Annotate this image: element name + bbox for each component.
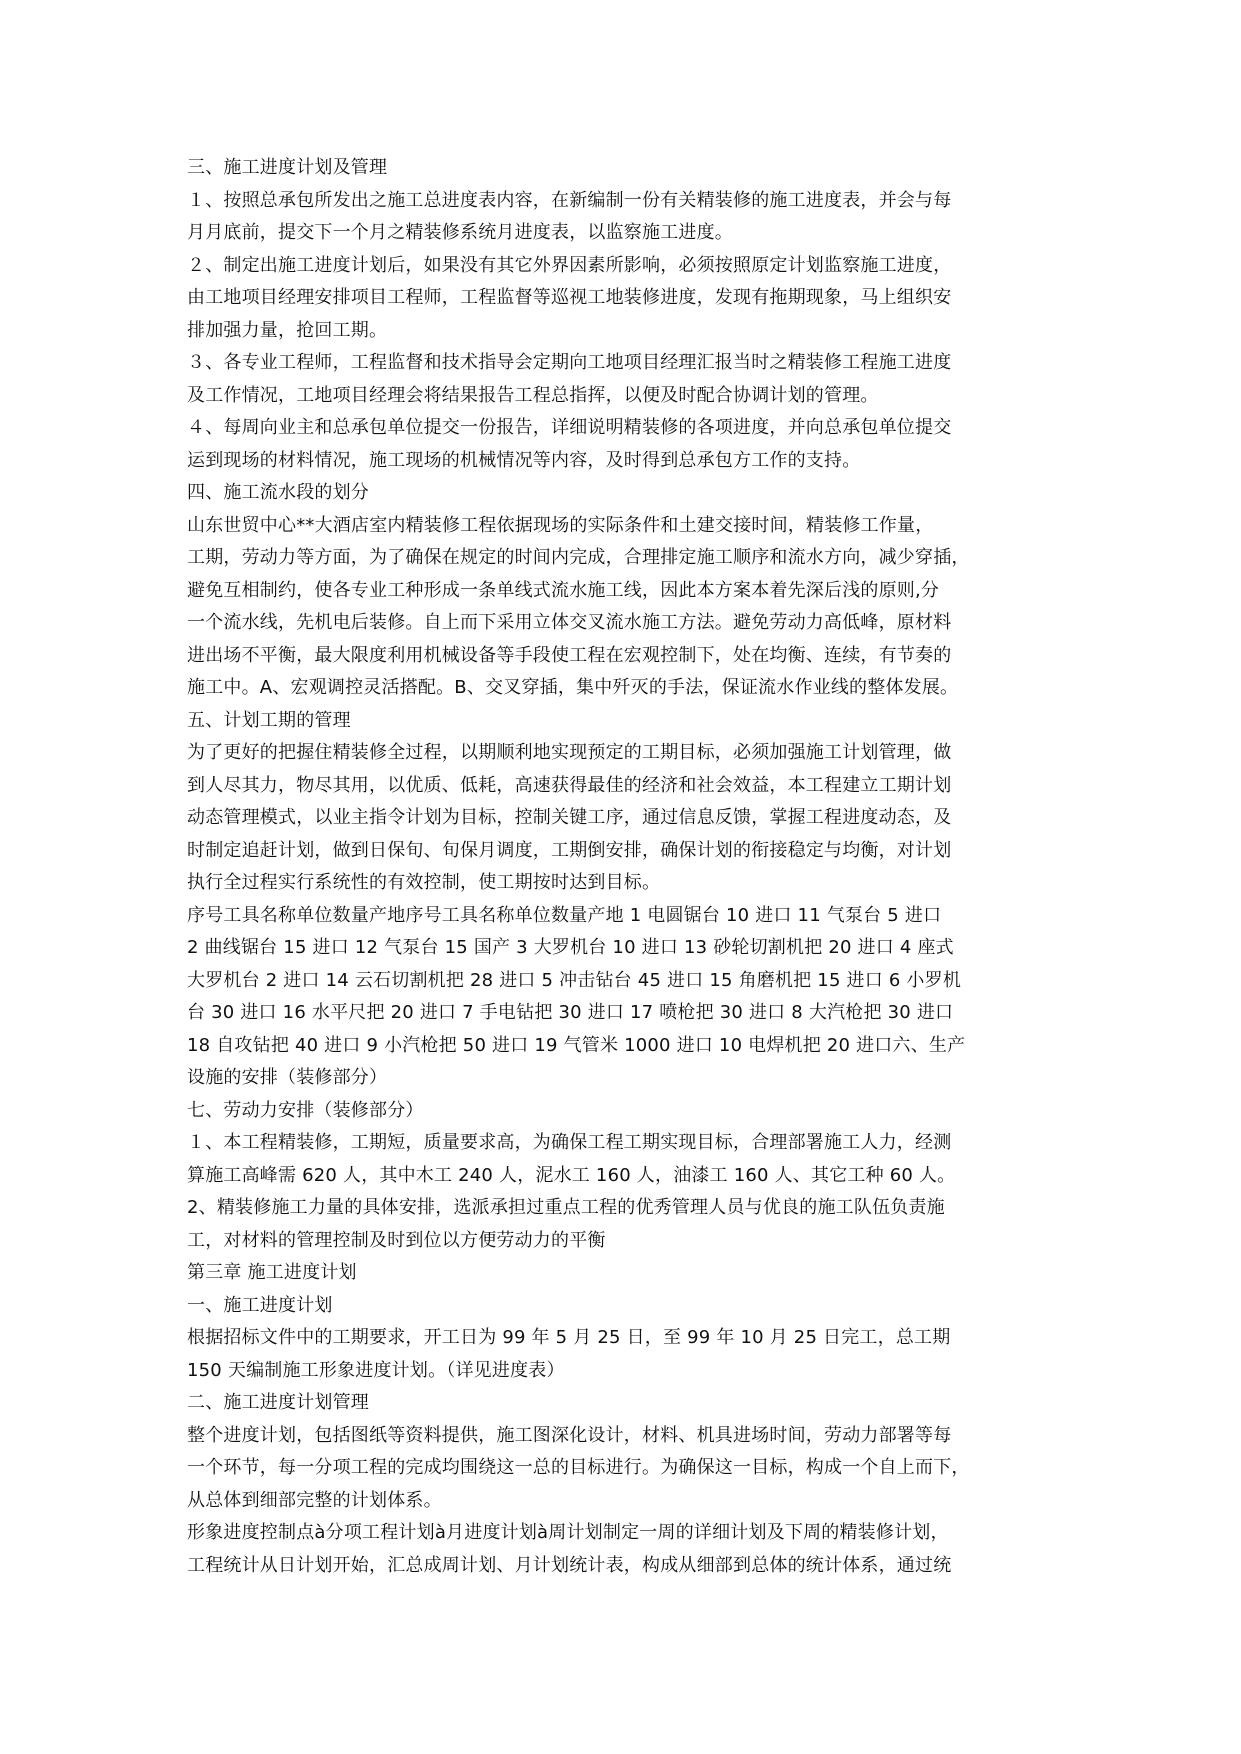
text-line: 第三章 施工进度计划 xyxy=(187,1262,357,1283)
text-line: 时制定追赶计划，做到日保旬、旬保月调度，工期倒安排，确保计划的衔接稳定与均衡，对计划 xyxy=(187,839,952,861)
text-line: 18 自攻钻把 40 进口 9 小汽枪把 50 进口 19 气管米 1000 进口 10 电焊机把 20 进口六、生产 xyxy=(187,1034,966,1056)
text-line: 2、精装修施工力量的具体安排，选派承担过重点工程的优秀管理人员与优良的施工队伍负责施 xyxy=(187,1197,945,1218)
text-line: 大罗机台 2 进口 14 云石切割机把 28 进口 5 冲击钻台 45 进口 15 角磨机把 15 进口 6 小罗机 xyxy=(187,969,962,991)
text-line: 台 30 进口 16 水平尺把 20 进口 7 手电钻把 30 进口 17 喷枪把 30 进口 8 大汽枪把 30 进口 xyxy=(187,1002,954,1023)
text-line: 四、施工流水段的划分 xyxy=(187,482,369,503)
text-line: 2 曲线锯台 15 进口 12 气泵台 15 国产 3 大罗机台 10 进口 13 砂轮切割机把 20 进口 4 座式 xyxy=(187,937,954,958)
text-line: 二、施工进度计划管理 xyxy=(187,1392,369,1413)
text-line: 避免互相制约，使各专业工种形成一条单线式流水施工线，因此本方案本着先深后浅的原则,分 xyxy=(187,579,940,601)
text-line: 由工地项目经理安排项目工程师，工程监督等巡视工地装修进度，发现有拖期现象，马上组织安 xyxy=(187,287,952,308)
text-line: 为了更好的把握住精装修全过程，以期顺利地实现预定的工期目标，必须加强施工计划管理，做 xyxy=(187,742,952,763)
text-line: 工程统计从日计划开始，汇总成周计划、月计划统计表，构成从细部到总体的统计体系，通过统 xyxy=(187,1554,952,1576)
text-line: 形象进度控制点à分项工程计划à月进度计划à周计划制定一周的详细计划及下周的精装修计划， xyxy=(187,1522,949,1543)
text-line: １、按照总承包所发出之施工总进度表内容，在新编制一份有关精装修的施工进度表，并会与每 xyxy=(187,189,952,211)
text-line: ３、各专业工程师，工程监督和技术指导会定期向工地项目经理汇报当时之精装修工程施工进度 xyxy=(187,352,952,373)
text-line: 设施的安排（装修部分） xyxy=(187,1067,388,1088)
text-line: 五、计划工期的管理 xyxy=(187,709,351,731)
document-body xyxy=(187,152,1053,1582)
text-line: 运到现场的材料情况，施工现场的机械情况等内容，及时得到总承包方工作的支持。 xyxy=(187,449,861,471)
text-line: 一个环节，每一分项工程的完成均围绕这一总的目标进行。为确保这一目标，构成一个自上而下， xyxy=(187,1457,970,1478)
text-line: 三、施工进度计划及管理 xyxy=(187,157,388,178)
text-line: 排加强力量，抢回工期。 xyxy=(187,319,388,341)
text-line: 七、劳动力安排（装修部分） xyxy=(187,1099,424,1121)
text-line: 一个流水线，先机电后装修。自上而下采用立体交叉流水施工方法。避免劳动力高低峰，原材料 xyxy=(187,612,952,633)
text-line: 从总体到细部完整的计划体系。 xyxy=(187,1489,442,1511)
text-line: 工期，劳动力等方面，为了确保在规定的时间内完成，合理排定施工顺序和流水方向，减少穿插， xyxy=(187,547,970,568)
text-line: １、本工程精装修，工期短，质量要求高，为确保工程工期实现目标，合理部署施工人力，经测 xyxy=(187,1132,952,1153)
text-line: 执行全过程实行系统性的有效控制，使工期按时达到目标。 xyxy=(187,872,661,893)
text-line: 进出场不平衡，最大限度利用机械设备等手段使工程在宏观控制下，处在均衡、连续，有节奏的 xyxy=(187,644,952,666)
text-line: 一、施工进度计划 xyxy=(187,1294,333,1316)
text-line: 序号工具名称单位数量产地序号工具名称单位数量产地 1 电圆锯台 10 进口 11 气泵台 5 进口 xyxy=(187,904,942,926)
text-line: ２、制定出施工进度计划后，如果没有其它外界因素所影响，必须按照原定计划监察施工进度， xyxy=(187,254,952,276)
text-line: 动态管理模式，以业主指令计划为目标，控制关键工序，通过信息反馈，掌握工程进度动态，及 xyxy=(187,807,952,828)
text-line: ４、每周向业主和总承包单位提交一份报告，详细说明精装修的各项进度，并向总承包单位提交 xyxy=(187,417,952,438)
text-line: 施工中。A、宏观调控灵活搭配。B、交叉穿插，集中歼灭的手法，保证流水作业线的整体发展。 xyxy=(187,677,959,698)
text-line: 到人尽其力，物尽其用，以优质、低耗，高速获得最佳的经济和社会效益，本工程建立工期计划 xyxy=(187,774,952,796)
text-line: 及工作情况，工地项目经理会将结果报告工程总指挥，以便及时配合协调计划的管理。 xyxy=(187,384,879,406)
text-line: 150 天编制施工形象进度计划。（详见进度表） xyxy=(187,1359,565,1381)
text-line: 整个进度计划，包括图纸等资料提供，施工图深化设计，材料、机具进场时间，劳动力部署等每 xyxy=(187,1424,952,1446)
text-line: 工，对材料的管理控制及时到位以方便劳动力的平衡 xyxy=(187,1229,606,1251)
text-line: 月月底前，提交下一个月之精装修系统月进度表，以监察施工进度。 xyxy=(187,222,733,243)
text-line: 山东世贸中心**大酒店室内精装修工程依据现场的实际条件和土建交接时间，精装修工作量， xyxy=(187,514,934,536)
text-line: 算施工高峰需 620 人，其中木工 240 人，泥水工 160 人，油漆工 160 人、其它工种 60 人。 xyxy=(187,1164,956,1186)
text-line: 根据招标文件中的工期要求，开工日为 99 年 5 月 25 日，至 99 年 10 月 25 日完工，总工期 xyxy=(187,1327,951,1348)
